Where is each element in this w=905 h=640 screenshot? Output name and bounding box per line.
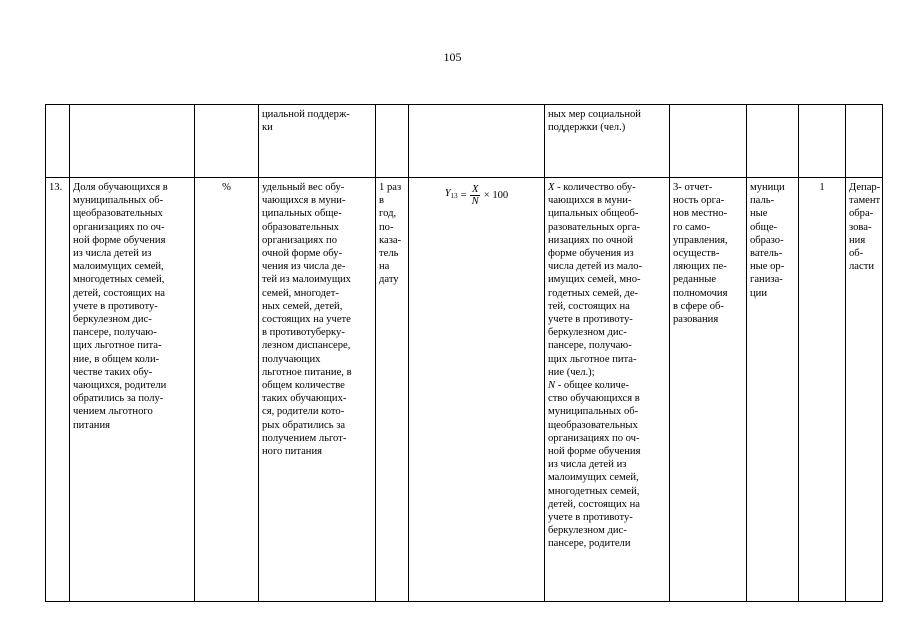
code-value: 1	[799, 178, 846, 602]
cell-variables-cont: ных мер социальной поддержки (чел.)	[545, 105, 670, 178]
formula-fraction	[470, 184, 481, 207]
cell-definition-cont: циальной поддерж- ки	[259, 105, 376, 178]
responsible-body: Депар- тамент обра- зова- ния об- ласти	[846, 178, 883, 602]
cell-responsible-cont	[846, 105, 883, 178]
cell-unit-cont	[195, 105, 259, 178]
periodicity: 1 раз в год, по- каза- тель на дату	[376, 178, 409, 602]
observation-unit: муници паль- ные обще- образо- ватель- ные ор- ганиза- ции	[747, 178, 799, 602]
cell-code-cont	[799, 105, 846, 178]
variables-cell	[545, 178, 670, 602]
continuation-row	[46, 105, 883, 178]
cell-num-cont	[46, 105, 70, 178]
cell-source-cont	[670, 105, 747, 178]
cell-formula-cont	[409, 105, 545, 178]
cell-name-cont	[70, 105, 195, 178]
unit-of-measure: %	[195, 178, 259, 602]
formula-denominator: N	[471, 196, 479, 207]
variable-n-description: N - общее количе- ство обучающихся в муниципальных об- щеобразовательных организациях по оч- ной форме обучения из числа детей из малоимущих семей, многодетных семей, детей, состоящих на учете в противоту- беркулезном дис- пансере, родители	[548, 380, 641, 550]
calculation-formula	[412, 184, 541, 207]
formula-equals: =	[460, 189, 467, 201]
row-number: 13.	[46, 178, 70, 602]
indicators-table	[45, 104, 883, 602]
indicator-row-13	[46, 178, 883, 602]
formula-multiplier: × 100	[483, 189, 509, 201]
formula-lhs: $Y_{13}$	[444, 188, 458, 201]
cell-entity-cont	[747, 105, 799, 178]
indicator-definition: удельный вес обу- чающихся в муни- ципальных обще- образовательных организациях по очной форме обу- чения из числа де- тей из малоимущих семей, многодет- ных семей, детей, состоящих на учете в противотуберку- лезном диспансере, получающих льготное питание, в общем количестве таких обучающих- ся, родители кото- рых обратились за получением льгот- ного питания	[259, 178, 376, 602]
cell-periodicity-cont	[376, 105, 409, 178]
data-source: 3- отчет- ность орга- нов местно- го само- управления, осуществ- ляющих пе- реданные полномочия в сфере об- разования	[670, 178, 747, 602]
formula-numerator: X	[471, 184, 479, 195]
variable-x-description: X - количество обу- чающихся в муни- ципальных общеоб- разовательных орга- низациях по очной форме обучения из числа детей из мало- имущих семей, мно- годетных семей, де- тей, состоящих на учете в противоту- беркулезном дис- пансере, получаю- щих льготное пита- ние (чел.);	[548, 182, 643, 378]
indicator-name: Доля обучающихся в муниципальных об- щеобразовательных организациях по оч- ной форме обучения из числа детей из малоимущих семей, многодетных семей, детей, состоящих на учете в противоту- беркулезном дис- пансере, получаю- щих льготное пита- ние, в общем коли- честве таких обу- чающихся, родители обратились за полу- чением льготного питания	[70, 178, 195, 602]
page-number: 105	[443, 50, 462, 64]
formula-cell	[409, 178, 545, 602]
